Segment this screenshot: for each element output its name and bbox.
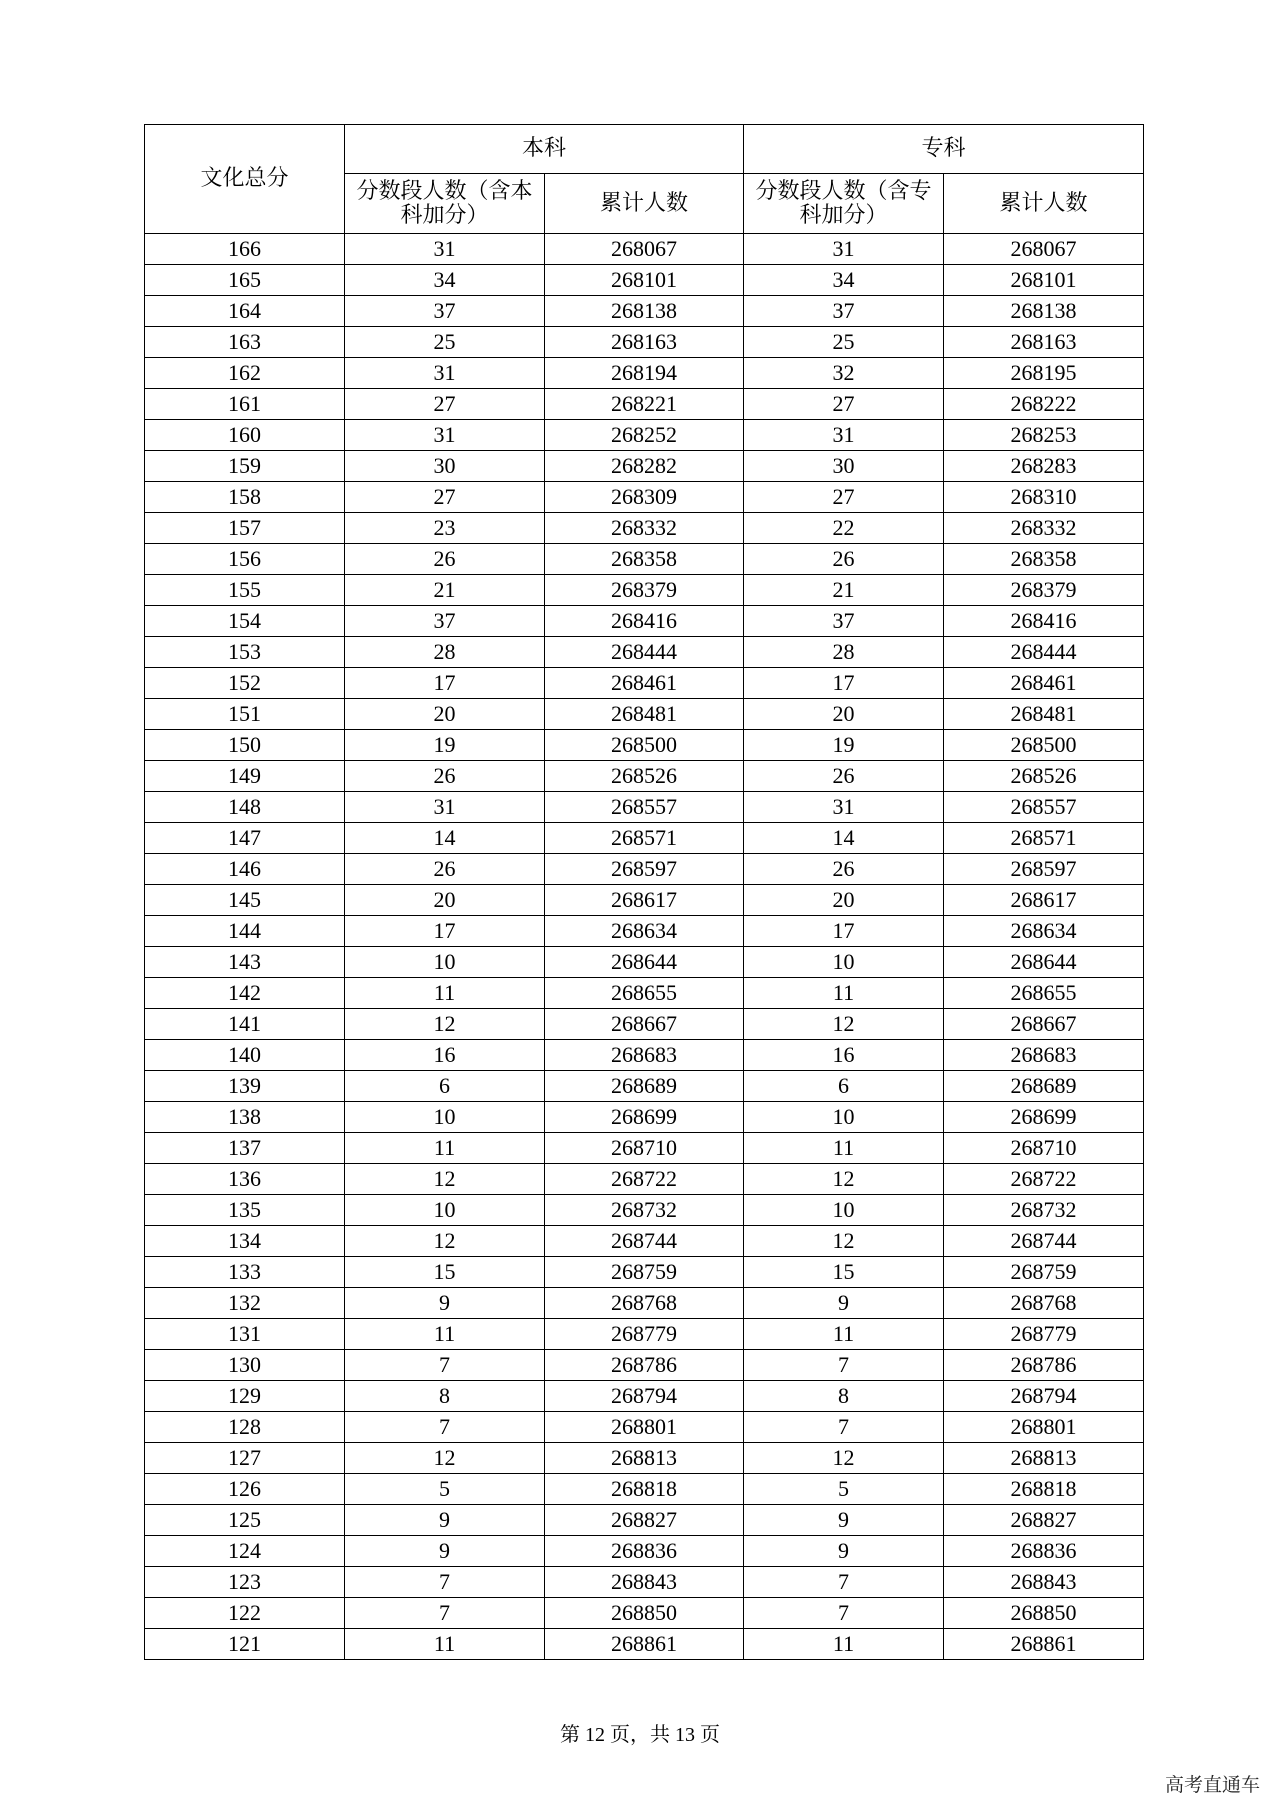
score-cell: 144 <box>145 916 345 947</box>
table-row <box>145 1505 1144 1536</box>
undergraduate-segment-cell: 7 <box>345 1412 545 1443</box>
table-row <box>145 854 1144 885</box>
table-row <box>145 606 1144 637</box>
undergraduate-segment-cell: 10 <box>345 1102 545 1133</box>
undergraduate-cumulative-cell: 268252 <box>545 420 744 451</box>
junior-college-cumulative-cell: 268843 <box>944 1567 1144 1598</box>
junior-college-cumulative-cell: 268813 <box>944 1443 1144 1474</box>
score-cell: 161 <box>145 389 345 420</box>
table-row <box>145 1412 1144 1443</box>
undergraduate-cumulative-cell: 268461 <box>545 668 744 699</box>
junior-college-cumulative-cell: 268779 <box>944 1319 1144 1350</box>
score-cell: 131 <box>145 1319 345 1350</box>
junior-college-cumulative-cell: 268310 <box>944 482 1144 513</box>
junior-college-cumulative-cell: 268481 <box>944 699 1144 730</box>
junior-college-segment-cell: 9 <box>744 1505 944 1536</box>
junior-college-cumulative-cell: 268163 <box>944 327 1144 358</box>
score-distribution-table <box>144 124 1144 1660</box>
score-cell: 136 <box>145 1164 345 1195</box>
undergraduate-segment-cell: 31 <box>345 420 545 451</box>
undergraduate-cumulative-cell: 268689 <box>545 1071 744 1102</box>
undergraduate-segment-cell: 37 <box>345 296 545 327</box>
junior-college-cumulative-cell: 268644 <box>944 947 1144 978</box>
score-cell: 157 <box>145 513 345 544</box>
junior-college-cumulative-cell: 268744 <box>944 1226 1144 1257</box>
junior-college-cumulative-cell: 268138 <box>944 296 1144 327</box>
undergraduate-cumulative-cell: 268699 <box>545 1102 744 1133</box>
table-row <box>145 234 1144 265</box>
undergraduate-cumulative-cell: 268332 <box>545 513 744 544</box>
undergraduate-segment-cell: 7 <box>345 1567 545 1598</box>
undergraduate-segment-cell: 28 <box>345 637 545 668</box>
undergraduate-segment-cell: 19 <box>345 730 545 761</box>
table-row <box>145 823 1144 854</box>
junior-college-segment-cell: 25 <box>744 327 944 358</box>
score-cell: 147 <box>145 823 345 854</box>
table-row <box>145 1350 1144 1381</box>
score-cell: 149 <box>145 761 345 792</box>
junior-college-segment-cell: 17 <box>744 916 944 947</box>
table-header <box>145 125 1144 234</box>
undergraduate-segment-cell: 15 <box>345 1257 545 1288</box>
score-cell: 142 <box>145 978 345 1009</box>
undergraduate-segment-cell: 9 <box>345 1288 545 1319</box>
table-row <box>145 1257 1144 1288</box>
junior-college-segment-cell: 10 <box>744 1102 944 1133</box>
junior-college-cumulative-cell: 268617 <box>944 885 1144 916</box>
junior-college-cumulative-cell: 268358 <box>944 544 1144 575</box>
undergraduate-segment-cell: 11 <box>345 1133 545 1164</box>
undergraduate-segment-cell: 17 <box>345 668 545 699</box>
junior-college-segment-cell: 11 <box>744 1133 944 1164</box>
undergraduate-segment-cell: 14 <box>345 823 545 854</box>
score-cell: 125 <box>145 1505 345 1536</box>
junior-college-segment-cell: 14 <box>744 823 944 854</box>
score-cell: 153 <box>145 637 345 668</box>
score-cell: 141 <box>145 1009 345 1040</box>
table-row <box>145 420 1144 451</box>
score-cell: 129 <box>145 1381 345 1412</box>
undergraduate-segment-cell: 27 <box>345 482 545 513</box>
score-cell: 124 <box>145 1536 345 1567</box>
score-cell: 151 <box>145 699 345 730</box>
junior-college-cumulative-cell: 268571 <box>944 823 1144 854</box>
table-row <box>145 1164 1144 1195</box>
undergraduate-cumulative-cell: 268138 <box>545 296 744 327</box>
undergraduate-cumulative-cell: 268557 <box>545 792 744 823</box>
undergraduate-cumulative-cell: 268067 <box>545 234 744 265</box>
junior-college-segment-cell: 34 <box>744 265 944 296</box>
undergraduate-cumulative-cell: 268444 <box>545 637 744 668</box>
undergraduate-cumulative-cell: 268655 <box>545 978 744 1009</box>
junior-college-cumulative-cell: 268861 <box>944 1629 1144 1660</box>
junior-college-segment-cell: 6 <box>744 1071 944 1102</box>
undergraduate-segment-cell: 21 <box>345 575 545 606</box>
junior-college-cumulative-cell: 268222 <box>944 389 1144 420</box>
header-group-junior-college: 专科 <box>744 125 1144 174</box>
score-cell: 138 <box>145 1102 345 1133</box>
junior-college-cumulative-cell: 268786 <box>944 1350 1144 1381</box>
page-number: 第 12 页，共 13 页 <box>560 1724 720 1746</box>
junior-college-cumulative-cell: 268461 <box>944 668 1144 699</box>
undergraduate-segment-cell: 31 <box>345 358 545 389</box>
undergraduate-cumulative-cell: 268722 <box>545 1164 744 1195</box>
header-total-score: 文化总分 <box>145 125 345 234</box>
junior-college-segment-cell: 17 <box>744 668 944 699</box>
junior-college-cumulative-cell: 268683 <box>944 1040 1144 1071</box>
table-row <box>145 1009 1144 1040</box>
table-row <box>145 637 1144 668</box>
score-cell: 128 <box>145 1412 345 1443</box>
table-row <box>145 1567 1144 1598</box>
undergraduate-cumulative-cell: 268779 <box>545 1319 744 1350</box>
table-row <box>145 1536 1144 1567</box>
junior-college-segment-cell: 5 <box>744 1474 944 1505</box>
table-row <box>145 1133 1144 1164</box>
undergraduate-cumulative-cell: 268101 <box>545 265 744 296</box>
score-cell: 134 <box>145 1226 345 1257</box>
score-cell: 156 <box>145 544 345 575</box>
undergraduate-segment-cell: 11 <box>345 1319 545 1350</box>
undergraduate-segment-cell: 12 <box>345 1443 545 1474</box>
undergraduate-cumulative-cell: 268379 <box>545 575 744 606</box>
junior-college-segment-cell: 28 <box>744 637 944 668</box>
junior-college-cumulative-cell: 268379 <box>944 575 1144 606</box>
undergraduate-cumulative-cell: 268526 <box>545 761 744 792</box>
junior-college-segment-cell: 7 <box>744 1350 944 1381</box>
undergraduate-segment-cell: 11 <box>345 1629 545 1660</box>
junior-college-segment-cell: 11 <box>744 1319 944 1350</box>
undergraduate-cumulative-cell: 268683 <box>545 1040 744 1071</box>
score-cell: 122 <box>145 1598 345 1629</box>
undergraduate-segment-cell: 11 <box>345 978 545 1009</box>
table-row <box>145 389 1144 420</box>
junior-college-segment-cell: 8 <box>744 1381 944 1412</box>
junior-college-segment-cell: 37 <box>744 296 944 327</box>
undergraduate-segment-cell: 27 <box>345 389 545 420</box>
junior-college-cumulative-cell: 268850 <box>944 1598 1144 1629</box>
table-row <box>145 1195 1144 1226</box>
score-cell: 139 <box>145 1071 345 1102</box>
undergraduate-cumulative-cell: 268827 <box>545 1505 744 1536</box>
score-cell: 160 <box>145 420 345 451</box>
table-row <box>145 1102 1144 1133</box>
score-cell: 165 <box>145 265 345 296</box>
table-body <box>145 234 1144 1660</box>
table-row <box>145 668 1144 699</box>
table-row <box>145 358 1144 389</box>
score-cell: 163 <box>145 327 345 358</box>
junior-college-cumulative-cell: 268801 <box>944 1412 1144 1443</box>
score-cell: 166 <box>145 234 345 265</box>
undergraduate-segment-cell: 25 <box>345 327 545 358</box>
table-row <box>145 544 1144 575</box>
undergraduate-segment-cell: 12 <box>345 1009 545 1040</box>
junior-college-segment-cell: 32 <box>744 358 944 389</box>
undergraduate-cumulative-cell: 268571 <box>545 823 744 854</box>
watermark-text: 高考直通车 <box>1164 1774 1260 1796</box>
junior-college-segment-cell: 12 <box>744 1226 944 1257</box>
junior-college-cumulative-cell: 268689 <box>944 1071 1144 1102</box>
junior-college-segment-cell: 20 <box>744 699 944 730</box>
undergraduate-cumulative-cell: 268843 <box>545 1567 744 1598</box>
undergraduate-segment-cell: 23 <box>345 513 545 544</box>
junior-college-cumulative-cell: 268655 <box>944 978 1144 1009</box>
header-group-undergraduate: 本科 <box>345 125 744 174</box>
undergraduate-segment-cell: 20 <box>345 885 545 916</box>
junior-college-segment-cell: 19 <box>744 730 944 761</box>
score-cell: 133 <box>145 1257 345 1288</box>
junior-college-segment-cell: 27 <box>744 482 944 513</box>
junior-college-segment-cell: 10 <box>744 947 944 978</box>
table-row <box>145 1319 1144 1350</box>
undergraduate-cumulative-cell: 268634 <box>545 916 744 947</box>
undergraduate-cumulative-cell: 268710 <box>545 1133 744 1164</box>
undergraduate-cumulative-cell: 268667 <box>545 1009 744 1040</box>
score-cell: 130 <box>145 1350 345 1381</box>
undergraduate-segment-cell: 9 <box>345 1536 545 1567</box>
junior-college-cumulative-cell: 268253 <box>944 420 1144 451</box>
undergraduate-segment-cell: 34 <box>345 265 545 296</box>
undergraduate-segment-cell: 37 <box>345 606 545 637</box>
undergraduate-cumulative-cell: 268768 <box>545 1288 744 1319</box>
undergraduate-segment-cell: 12 <box>345 1226 545 1257</box>
junior-college-segment-cell: 31 <box>744 792 944 823</box>
junior-college-segment-cell: 26 <box>744 854 944 885</box>
undergraduate-cumulative-cell: 268644 <box>545 947 744 978</box>
junior-college-segment-cell: 7 <box>744 1567 944 1598</box>
undergraduate-cumulative-cell: 268861 <box>545 1629 744 1660</box>
table-row <box>145 1040 1144 1071</box>
undergraduate-segment-cell: 20 <box>345 699 545 730</box>
table-row <box>145 792 1144 823</box>
table-row <box>145 513 1144 544</box>
junior-college-segment-cell: 30 <box>744 451 944 482</box>
undergraduate-cumulative-cell: 268617 <box>545 885 744 916</box>
score-cell: 159 <box>145 451 345 482</box>
junior-college-cumulative-cell: 268818 <box>944 1474 1144 1505</box>
undergraduate-cumulative-cell: 268759 <box>545 1257 744 1288</box>
table-row <box>145 265 1144 296</box>
table-row <box>145 947 1144 978</box>
undergraduate-segment-cell: 10 <box>345 947 545 978</box>
junior-college-cumulative-cell: 268500 <box>944 730 1144 761</box>
score-cell: 132 <box>145 1288 345 1319</box>
score-cell: 148 <box>145 792 345 823</box>
score-cell: 126 <box>145 1474 345 1505</box>
table-row <box>145 916 1144 947</box>
table-row <box>145 575 1144 606</box>
undergraduate-cumulative-cell: 268194 <box>545 358 744 389</box>
table-row <box>145 699 1144 730</box>
junior-college-cumulative-cell: 268597 <box>944 854 1144 885</box>
undergraduate-cumulative-cell: 268744 <box>545 1226 744 1257</box>
score-cell: 162 <box>145 358 345 389</box>
junior-college-cumulative-cell: 268667 <box>944 1009 1144 1040</box>
undergraduate-cumulative-cell: 268794 <box>545 1381 744 1412</box>
junior-college-segment-cell: 37 <box>744 606 944 637</box>
score-cell: 158 <box>145 482 345 513</box>
undergraduate-cumulative-cell: 268163 <box>545 327 744 358</box>
junior-college-segment-cell: 21 <box>744 575 944 606</box>
undergraduate-cumulative-cell: 268836 <box>545 1536 744 1567</box>
junior-college-cumulative-cell: 268836 <box>944 1536 1144 1567</box>
header-junior-college-cumulative: 累计人数 <box>944 174 1144 234</box>
junior-college-segment-cell: 20 <box>744 885 944 916</box>
undergraduate-segment-cell: 5 <box>345 1474 545 1505</box>
undergraduate-cumulative-cell: 268818 <box>545 1474 744 1505</box>
junior-college-segment-cell: 31 <box>744 234 944 265</box>
table-row <box>145 885 1144 916</box>
header-undergraduate-cumulative: 累计人数 <box>545 174 744 234</box>
table-row <box>145 1474 1144 1505</box>
table-row <box>145 1226 1144 1257</box>
score-cell: 140 <box>145 1040 345 1071</box>
junior-college-segment-cell: 16 <box>744 1040 944 1071</box>
junior-college-cumulative-cell: 268557 <box>944 792 1144 823</box>
score-cell: 145 <box>145 885 345 916</box>
score-cell: 150 <box>145 730 345 761</box>
score-cell: 137 <box>145 1133 345 1164</box>
undergraduate-segment-cell: 31 <box>345 792 545 823</box>
junior-college-cumulative-cell: 268283 <box>944 451 1144 482</box>
undergraduate-segment-cell: 7 <box>345 1350 545 1381</box>
undergraduate-cumulative-cell: 268786 <box>545 1350 744 1381</box>
table-row <box>145 1443 1144 1474</box>
header-junior-college-segment-count: 分数段人数（含专科加分） <box>744 174 944 234</box>
table-row <box>145 1629 1144 1660</box>
junior-college-segment-cell: 22 <box>744 513 944 544</box>
undergraduate-segment-cell: 6 <box>345 1071 545 1102</box>
undergraduate-segment-cell: 12 <box>345 1164 545 1195</box>
junior-college-cumulative-cell: 268634 <box>944 916 1144 947</box>
junior-college-cumulative-cell: 268101 <box>944 265 1144 296</box>
junior-college-cumulative-cell: 268827 <box>944 1505 1144 1536</box>
undergraduate-cumulative-cell: 268221 <box>545 389 744 420</box>
score-cell: 135 <box>145 1195 345 1226</box>
score-cell: 127 <box>145 1443 345 1474</box>
table-row <box>145 1071 1144 1102</box>
junior-college-cumulative-cell: 268332 <box>944 513 1144 544</box>
score-cell: 143 <box>145 947 345 978</box>
junior-college-cumulative-cell: 268759 <box>944 1257 1144 1288</box>
junior-college-segment-cell: 12 <box>744 1443 944 1474</box>
junior-college-segment-cell: 7 <box>744 1412 944 1443</box>
undergraduate-cumulative-cell: 268500 <box>545 730 744 761</box>
undergraduate-cumulative-cell: 268813 <box>545 1443 744 1474</box>
undergraduate-segment-cell: 26 <box>345 761 545 792</box>
junior-college-segment-cell: 12 <box>744 1009 944 1040</box>
junior-college-cumulative-cell: 268710 <box>944 1133 1144 1164</box>
undergraduate-segment-cell: 30 <box>345 451 545 482</box>
undergraduate-segment-cell: 10 <box>345 1195 545 1226</box>
undergraduate-cumulative-cell: 268416 <box>545 606 744 637</box>
table-row <box>145 482 1144 513</box>
junior-college-cumulative-cell: 268444 <box>944 637 1144 668</box>
score-cell: 154 <box>145 606 345 637</box>
undergraduate-segment-cell: 26 <box>345 544 545 575</box>
undergraduate-segment-cell: 26 <box>345 854 545 885</box>
table-row <box>145 978 1144 1009</box>
junior-college-cumulative-cell: 268794 <box>944 1381 1144 1412</box>
junior-college-cumulative-cell: 268732 <box>944 1195 1144 1226</box>
table-row <box>145 296 1144 327</box>
junior-college-cumulative-cell: 268067 <box>944 234 1144 265</box>
junior-college-segment-cell: 26 <box>744 761 944 792</box>
undergraduate-cumulative-cell: 268282 <box>545 451 744 482</box>
table-row <box>145 1381 1144 1412</box>
header-undergraduate-segment-count: 分数段人数（含本科加分） <box>345 174 545 234</box>
junior-college-segment-cell: 15 <box>744 1257 944 1288</box>
table-row <box>145 327 1144 358</box>
table-row <box>145 730 1144 761</box>
undergraduate-cumulative-cell: 268481 <box>545 699 744 730</box>
junior-college-segment-cell: 11 <box>744 978 944 1009</box>
undergraduate-segment-cell: 9 <box>345 1505 545 1536</box>
junior-college-segment-cell: 12 <box>744 1164 944 1195</box>
undergraduate-segment-cell: 31 <box>345 234 545 265</box>
table-row <box>145 1288 1144 1319</box>
junior-college-segment-cell: 9 <box>744 1536 944 1567</box>
junior-college-segment-cell: 7 <box>744 1598 944 1629</box>
junior-college-cumulative-cell: 268722 <box>944 1164 1144 1195</box>
table-row <box>145 1598 1144 1629</box>
junior-college-segment-cell: 9 <box>744 1288 944 1319</box>
undergraduate-cumulative-cell: 268358 <box>545 544 744 575</box>
score-cell: 164 <box>145 296 345 327</box>
undergraduate-cumulative-cell: 268732 <box>545 1195 744 1226</box>
junior-college-cumulative-cell: 268526 <box>944 761 1144 792</box>
junior-college-segment-cell: 27 <box>744 389 944 420</box>
junior-college-cumulative-cell: 268699 <box>944 1102 1144 1133</box>
junior-college-segment-cell: 26 <box>744 544 944 575</box>
junior-college-cumulative-cell: 268416 <box>944 606 1144 637</box>
table-row <box>145 451 1144 482</box>
undergraduate-segment-cell: 8 <box>345 1381 545 1412</box>
junior-college-cumulative-cell: 268195 <box>944 358 1144 389</box>
junior-college-segment-cell: 11 <box>744 1629 944 1660</box>
score-cell: 146 <box>145 854 345 885</box>
junior-college-segment-cell: 31 <box>744 420 944 451</box>
undergraduate-segment-cell: 7 <box>345 1598 545 1629</box>
score-cell: 152 <box>145 668 345 699</box>
undergraduate-cumulative-cell: 268801 <box>545 1412 744 1443</box>
undergraduate-cumulative-cell: 268597 <box>545 854 744 885</box>
score-cell: 123 <box>145 1567 345 1598</box>
undergraduate-segment-cell: 17 <box>345 916 545 947</box>
score-cell: 155 <box>145 575 345 606</box>
junior-college-cumulative-cell: 268768 <box>944 1288 1144 1319</box>
table-row <box>145 761 1144 792</box>
junior-college-segment-cell: 10 <box>744 1195 944 1226</box>
score-cell: 121 <box>145 1629 345 1660</box>
undergraduate-segment-cell: 16 <box>345 1040 545 1071</box>
undergraduate-cumulative-cell: 268309 <box>545 482 744 513</box>
undergraduate-cumulative-cell: 268850 <box>545 1598 744 1629</box>
